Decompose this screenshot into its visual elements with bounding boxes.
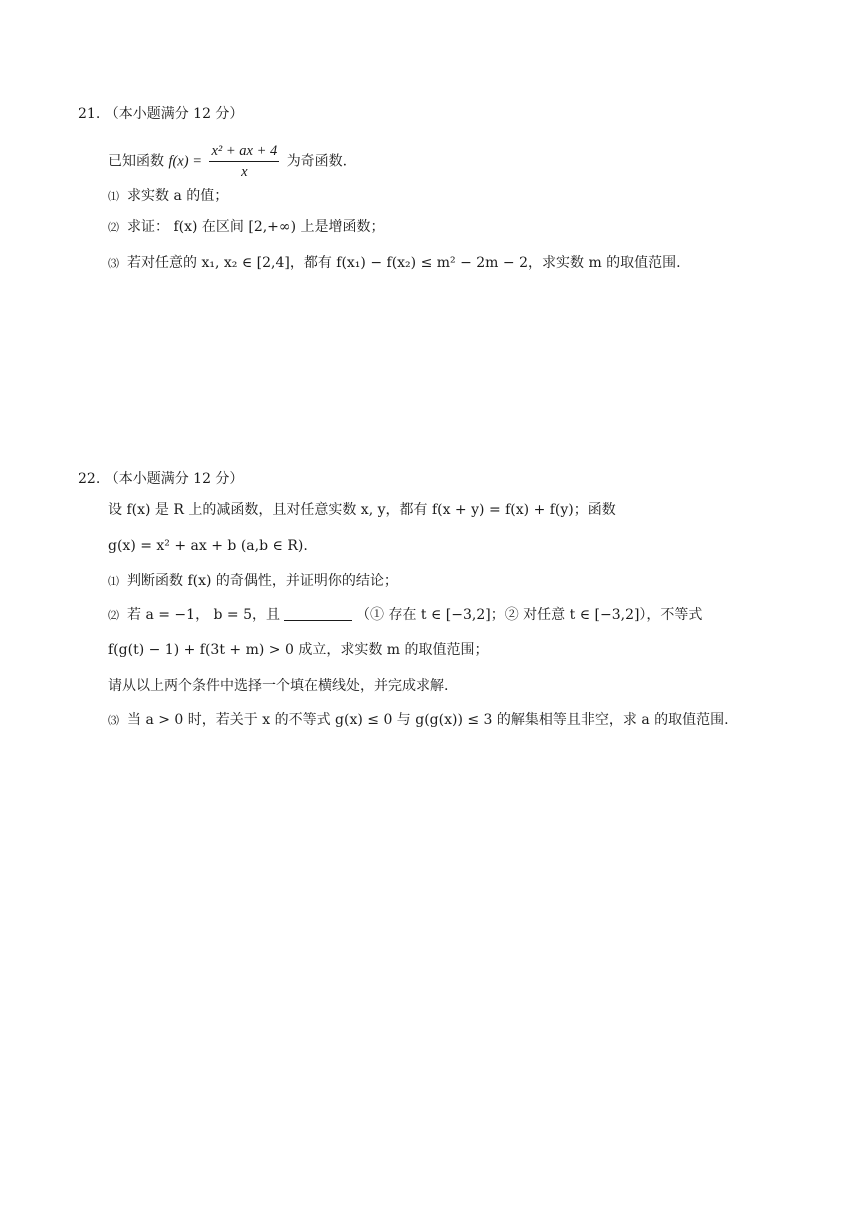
q22-part3-text: 当 a > 0 时，若关于 x 的不等式 g(x) ≤ 0 与 g(g(x)) ≤ 3 的解集相等且非空，求 a 的取值范围. bbox=[127, 712, 729, 728]
q22-stem-line2: g(x) = x² + ax + b (a,b ∈ R). bbox=[108, 538, 308, 554]
q22-part3 bbox=[108, 710, 729, 731]
q21-part1-number: ⑴ bbox=[108, 190, 119, 203]
q21-part3 bbox=[108, 253, 681, 274]
q22-part2-post: （① 存在 t ∈ [−3,2]；② 对任意 t ∈ [−3,2]），不等式 bbox=[356, 607, 703, 623]
q21-part3-number: ⑶ bbox=[108, 257, 119, 270]
q22-header: 22. （本小题满分 12 分） bbox=[78, 471, 244, 487]
q22-part3-number: ⑶ bbox=[108, 714, 119, 727]
q21-part2 bbox=[108, 217, 384, 238]
q22-part2-line3: 请从以上两个条件中选择一个填在横线处，并完成求解. bbox=[108, 678, 449, 694]
q22-part1 bbox=[108, 571, 398, 592]
q21-part2-text: 求证： f(x) 在区间 [2,+∞) 上是增函数； bbox=[127, 219, 385, 235]
q21-part2-number: ⑵ bbox=[108, 221, 119, 234]
q21-part1 bbox=[108, 186, 228, 207]
q22-part2 bbox=[108, 605, 702, 626]
q22-stem-line1: 设 f(x) 是 R 上的减函数，且对任意实数 x, y，都有 f(x + y) = f(x) + f(y)；函数 bbox=[108, 502, 616, 518]
q21-function-lhs: f(x) = bbox=[168, 153, 202, 170]
q21-fraction bbox=[209, 142, 279, 181]
q21-stem-post: 为奇函数. bbox=[286, 153, 348, 170]
q21-header: 21. （本小题满分 12 分） bbox=[78, 106, 244, 122]
q22-fill-in-blank[interactable] bbox=[284, 606, 352, 621]
q22-part2-line2: f(g(t) − 1) + f(3t + m) > 0 成立，求实数 m 的取值范围； bbox=[108, 642, 489, 658]
q21-part3-text: 若对任意的 x₁, x₂ ∈ [2,4]，都有 f(x₁) − f(x₂) ≤ m² − 2m − 2，求实数 m 的取值范围. bbox=[127, 255, 681, 271]
q21-fraction-numerator: x² + ax + 4 bbox=[209, 142, 279, 162]
q22-part2-pre: 若 a = −1， b = 5，且 bbox=[127, 607, 281, 623]
q21-part1-text: 求实数 a 的值； bbox=[127, 188, 229, 204]
q22-part1-number: ⑴ bbox=[108, 575, 119, 588]
q21-stem-pre: 已知函数 bbox=[108, 153, 164, 170]
q22-part2-number: ⑵ bbox=[108, 609, 119, 622]
q21-stem bbox=[108, 142, 347, 181]
q22-part1-text: 判断函数 f(x) 的奇偶性，并证明你的结论； bbox=[127, 573, 398, 589]
q21-fraction-denominator: x bbox=[241, 164, 248, 180]
